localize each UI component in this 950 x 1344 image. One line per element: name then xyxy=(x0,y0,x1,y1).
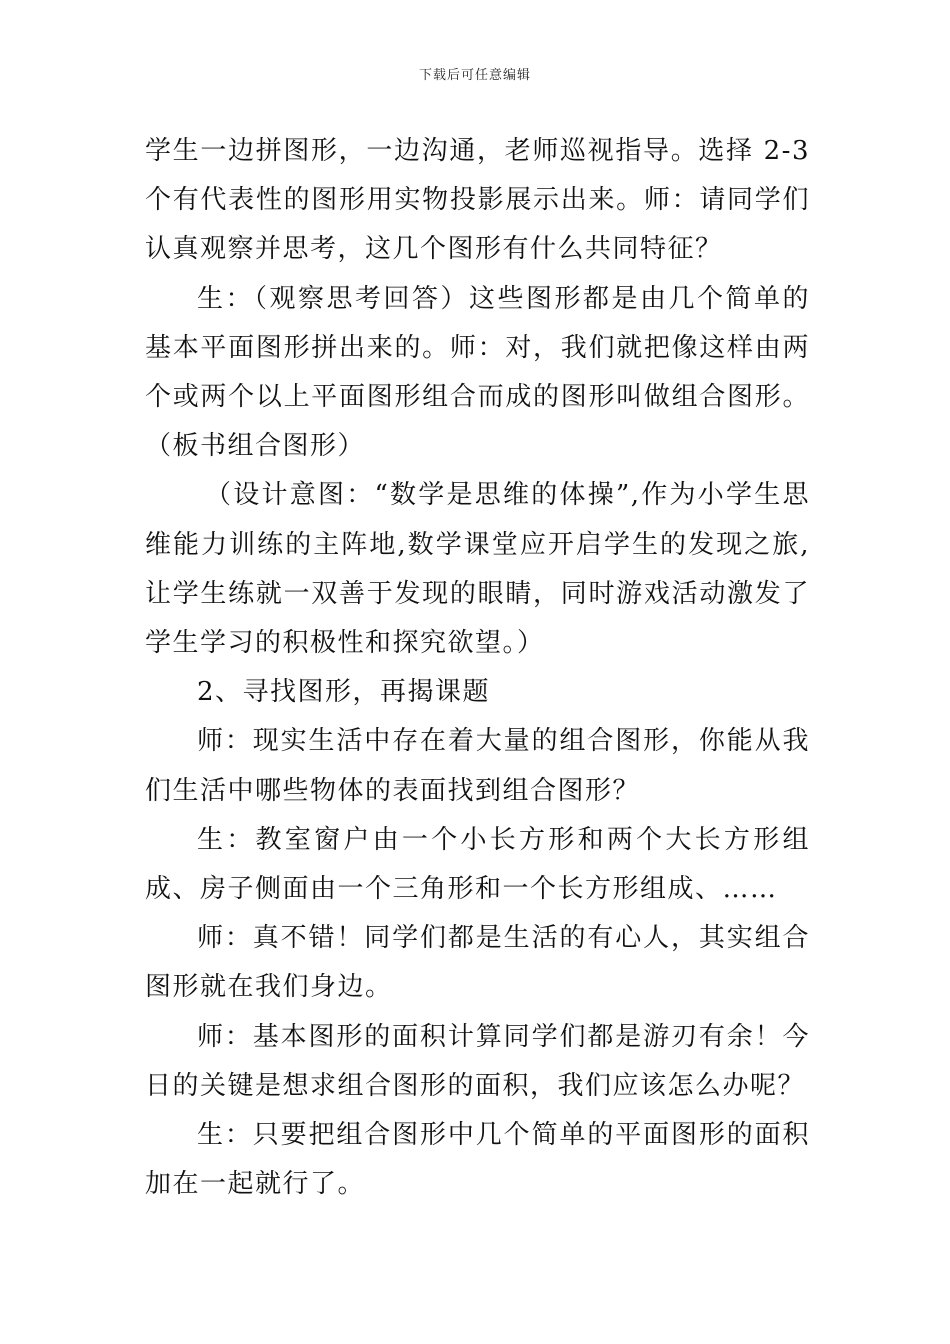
paragraph-design-intent: （设计意图：“数学是思维的体操”,作为小学生思维能力训练的主阵地,数学课堂应开启学生的发现之旅,让学生练就一双善于发现的眼睛，同时游戏活动激发了学生学习的积极性和探究欲望。） xyxy=(145,480,810,659)
paragraph-8: 师：基本图形的面积计算同学们都是游刃有余！今日的关键是想求组合图形的面积，我们应该怎么办呢？ xyxy=(145,1021,810,1101)
paragraph-5: 师：现实生活中存在着大量的组合图形，你能从我们生活中哪些物体的表面找到组合图形？ xyxy=(145,726,810,806)
paragraph-6: 生：教室窗户由一个小长方形和两个大长方形组成、房子侧面由一个三角形和一个长方形组成、…… xyxy=(145,824,810,905)
page-header: 下载后可任意编辑 xyxy=(418,68,531,83)
paragraph-7: 师：真不错！同学们都是生活的有心人，其实组合图形就在我们身边。 xyxy=(145,923,810,1003)
paragraph-1: 学生一边拼图形，一边沟通，老师巡视指导。选择 2-3 个有代表性的图形用实物投影展示出来。师：请同学们认真观察并思考，这几个图形有什么共同特征？ xyxy=(145,136,810,265)
paragraph-9: 生：只要把组合图形中几个简单的平面图形的面积加在一起就行了。 xyxy=(145,1120,810,1200)
paragraph-2: 生：（观察思考回答）这些图形都是由几个简单的基本平面图形拼出来的。师：对，我们就把像这样由两个或两个以上平面图形组合而成的图形叫做组合图形。（板书组合图形） xyxy=(145,283,810,462)
document-body xyxy=(145,127,810,1209)
section-heading-2: 2、寻找图形，再揭课题 xyxy=(197,677,491,708)
